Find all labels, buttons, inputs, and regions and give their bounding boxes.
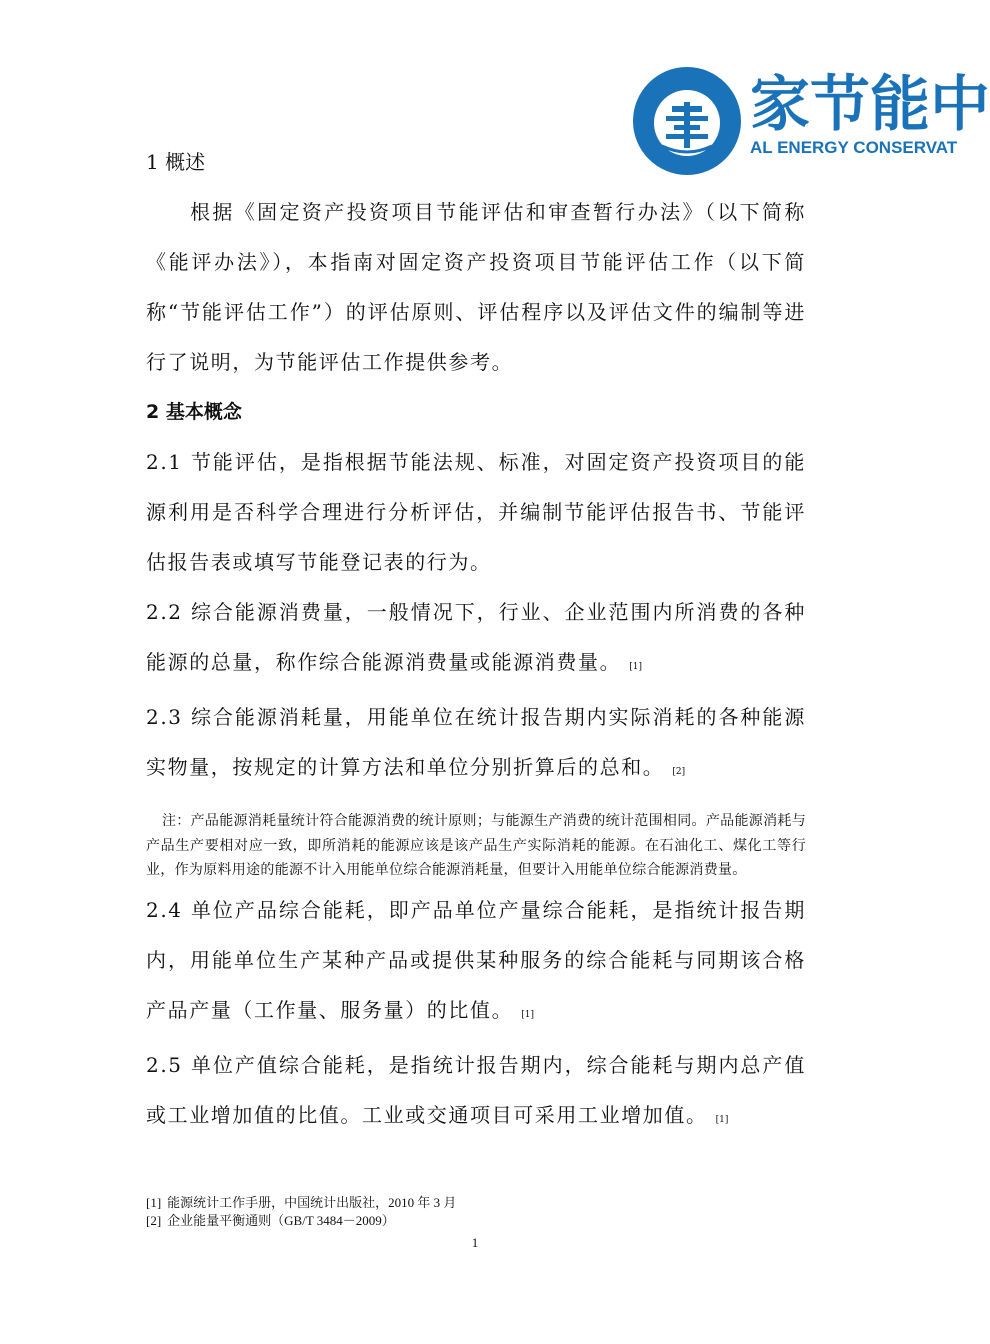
section-heading-overview: 1 概述 bbox=[146, 150, 206, 174]
definition-2-4-text: 2.4 单位产品综合能耗，即产品单位产量综合能耗，是指统计报告期内，用能单位生产某种产品或提供某种服务的综合能耗与同期该合格产品产量（工作量、服务量）的比值。 bbox=[146, 897, 806, 1022]
footnote-text: 能源统计工作手册，中国统计出版社，2010 年 3 月 bbox=[167, 1195, 457, 1210]
document-body bbox=[146, 137, 806, 1145]
overview-paragraph: 根据《固定资产投资项目节能评估和审查暂行办法》（以下简称《能评办法》），本指南对固定资产投资项目节能评估工作（以下简称“节能评估工作”）的评估原则、评估程序以及评估文件的编制等进行了说明，为节能评估工作提供参考。 bbox=[146, 200, 806, 374]
section-heading-basic-concepts: 2 基本概念 bbox=[146, 401, 242, 423]
footnotes bbox=[146, 1194, 456, 1230]
footnote-ref[interactable]: [1] bbox=[521, 1009, 534, 1020]
footnote-ref[interactable]: [2] bbox=[672, 767, 686, 777]
definition-2-5-text: 2.5 单位产值综合能耗，是指统计报告期内，综合能耗与期内总产值或工业增加值的比值。工业或交通项目可采用工业增加值。 bbox=[146, 1052, 806, 1127]
definition-2-2-text: 2.2 综合能源消费量，一般情况下，行业、企业范围内所消费的各种能源的总量，称作综合能源消费量或能源消费量。 bbox=[146, 600, 806, 674]
definition-2-5 bbox=[146, 1040, 806, 1145]
footnote-item bbox=[146, 1194, 456, 1212]
definition-2-3-text: 2.3 综合能源消耗量，用能单位在统计报告期内实际消耗的各种能源实物量，按规定的计算方法和单位分别折算后的总和。 bbox=[146, 705, 806, 779]
footnote-ref[interactable]: [1] bbox=[715, 1114, 729, 1125]
page-number: 1 bbox=[471, 1235, 479, 1250]
footnote-mark: [1] bbox=[146, 1195, 162, 1210]
definition-2-1: 2.1 节能评估，是指根据节能法规、标准，对固定资产投资项目的能源利用是否科学合理进行分析评估，并编制节能评估报告书、节能评估报告表或填写节能登记表的行为。 bbox=[146, 450, 806, 574]
footnote-item bbox=[146, 1212, 456, 1230]
footnote-ref[interactable]: [1] bbox=[629, 662, 642, 672]
definition-2-3 bbox=[146, 692, 806, 797]
footnote-text: 企业能量平衡通则（GB/T 3484－2009） bbox=[167, 1213, 395, 1228]
logo-chinese-text: 家节能中 bbox=[750, 70, 990, 140]
note-paragraph: 注：产品能源消耗量统计符合能源消费的统计原则；与能源生产消费的统计范围相同。产品能源消耗与产品生产要相对应一致，即所消耗的能源应该是该产品生产实际消耗的能源。在石油化工、煤化工等行业，作为原料用途的能源不计入用能单位综合能源消耗量，但要计入用能单位综合能源消费量。 bbox=[146, 813, 806, 878]
definition-2-4 bbox=[146, 885, 806, 1040]
logo-english-text: AL ENERGY CONSERVAT bbox=[750, 138, 958, 157]
definition-2-2 bbox=[146, 587, 806, 692]
footnote-mark: [2] bbox=[146, 1213, 162, 1228]
